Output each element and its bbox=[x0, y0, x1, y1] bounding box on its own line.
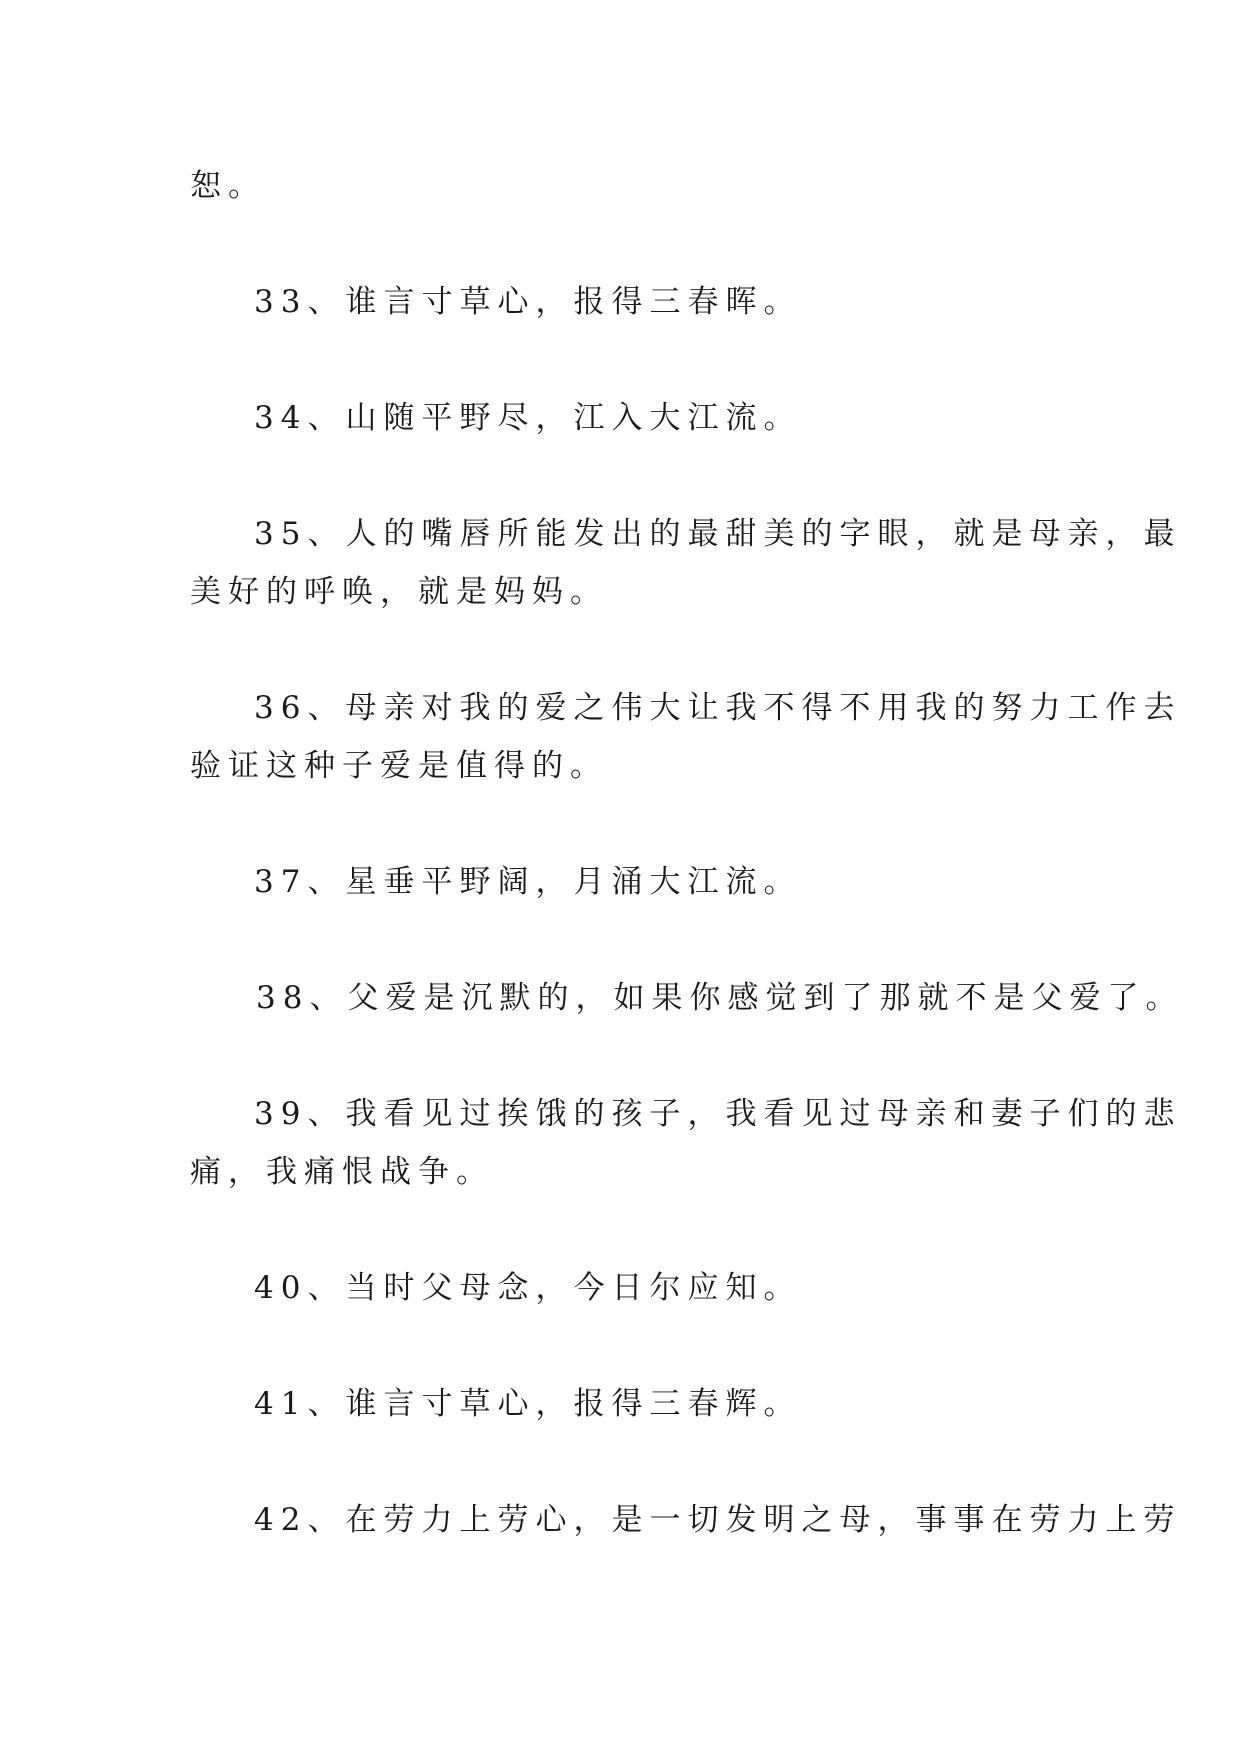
text-line: 恕。 bbox=[190, 168, 266, 204]
text-line: 35、人的嘴唇所能发出的最甜美的字眼，就是母亲，最 bbox=[254, 516, 1182, 552]
text-line: 验证这种子爱是值得的。 bbox=[190, 748, 608, 784]
text-line: 38、父爱是沉默的，如果你感觉到了那就不是父爱了。 bbox=[256, 980, 1184, 1016]
text-line: 33、谁言寸草心，报得三春晖。 bbox=[254, 284, 802, 320]
text-line: 痛，我痛恨战争。 bbox=[190, 1154, 494, 1190]
text-line: 34、山随平野尽，江入大江流。 bbox=[254, 400, 802, 436]
text-line: 39、我看见过挨饿的孩子，我看见过母亲和妻子们的悲 bbox=[254, 1096, 1182, 1132]
text-line: 美好的呼唤，就是妈妈。 bbox=[190, 574, 608, 610]
text-line: 40、当时父母念，今日尔应知。 bbox=[254, 1270, 802, 1306]
text-line: 36、母亲对我的爱之伟大让我不得不用我的努力工作去 bbox=[254, 690, 1182, 726]
text-line: 37、星垂平野阔，月涌大江流。 bbox=[254, 864, 802, 900]
text-line: 41、谁言寸草心，报得三春辉。 bbox=[254, 1386, 802, 1422]
text-line: 42、在劳力上劳心，是一切发明之母，事事在劳力上劳 bbox=[254, 1502, 1182, 1538]
